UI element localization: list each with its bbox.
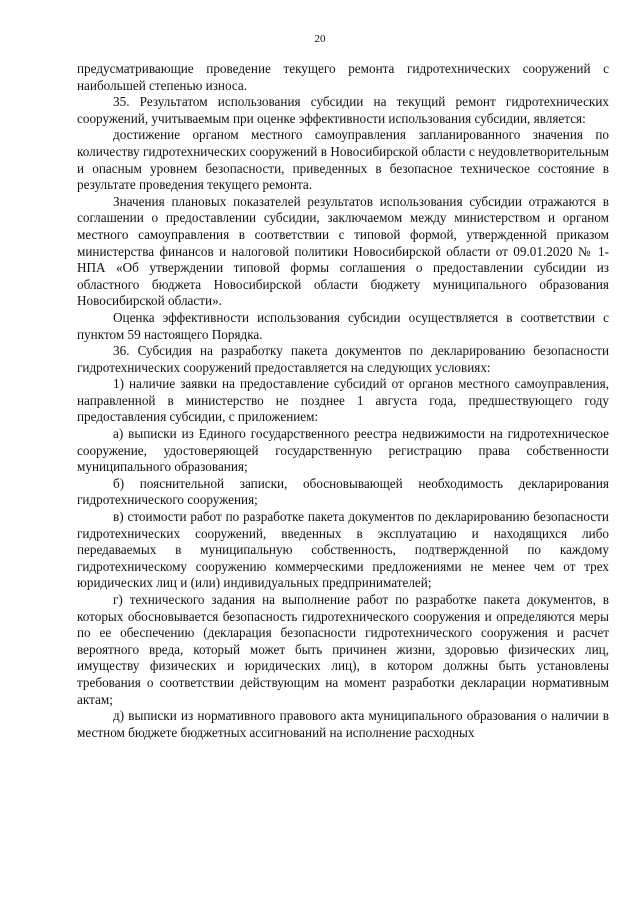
paragraph-subitem-d: д) выписки из нормативного правового акта муниципального образования о наличии в местном бюджете бюджетных ассигнований на исполнение расходных <box>77 708 609 740</box>
paragraph-subitem-g: г) технического задания на выполнение работ по разработке пакета документов, в которых обосновывается безопасность гидротехнического сооружения и определяются меры по ее обеспечению (декларация безопасности гидротехнического сооружения и расчет вероятного вреда, который может быть причинен жизни, здоровью физических лиц, имуществу физических и юридических лиц), в котором должны быть установлены требования о соответствии действующим на момент разработки декларации нормативным актам; <box>77 592 609 707</box>
paragraph-subitem-a: а) выписки из Единого государственного реестра недвижимости на гидротехническое сооружение, удостоверяющей государственную регистрацию права собственности муниципального образования; <box>77 426 609 475</box>
paragraph-subitem-b: б) пояснительной записки, обосновывающей необходимость декларирования гидротехнического сооружения; <box>77 475 609 508</box>
document-body <box>77 61 609 741</box>
paragraph-condition-1: 1) наличие заявки на предоставление субсидий от органов местного самоуправления, направленной в министерство не позднее 1 августа года, предшествующего году предоставления субсидии, с приложением: <box>77 376 609 425</box>
paragraph-efficiency-assessment: Оценка эффективности использования субсидии осуществляется в соответствии с пунктом 59 настоящего Порядка. <box>77 309 609 342</box>
paragraph-plan-values: Значения плановых показателей результатов использования субсидии отражаются в соглашении о предоставлении субсидии, заключаемом между министерством и органом местного самоуправления в соответствии с типовой формой, утвержденной приказом министерства финансов и налоговой политики Новосибирской области от 09.01.2020 № 1-НПА «Об утверждении типовой формы соглашения о предоставлении субсидии из областного бюджета Новосибирской области бюджету муниципального образования Новосибирской области». <box>77 193 609 309</box>
paragraph-result-achievement: достижение органом местного самоуправления запланированного значения по количеству гидротехнических сооружений в Новосибирской области с неудовлетворительным и опасным уровнем безопасности, приведенных в безопасное техническое состояние в результате проведения текущего ремонта. <box>77 127 609 193</box>
paragraph-item-35: 35. Результатом использования субсидии на текущий ремонт гидротехнических сооружений, учитываемым при оценке эффективности использования субсидии, является: <box>77 94 609 126</box>
paragraph-item-36: 36. Субсидия на разработку пакета документов по декларированию безопасности гидротехнических сооружений предоставляется на следующих условиях: <box>77 343 609 375</box>
page-number: 20 <box>314 33 326 45</box>
paragraph-subitem-v: в) стоимости работ по разработке пакета документов по декларированию безопасности гидротехнических сооружений, введенных в эксплуатацию и находящихся либо передаваемых в муниципальную собственность, подтвержденной по каждому гидротехническому сооружению коммерческими предложениями не менее чем от трех юридических лиц и (или) индивидуальных предпринимателей; <box>77 509 609 591</box>
paragraph-continuation: предусматривающие проведение текущего ремонта гидротехнических сооружений с наибольшей степенью износа. <box>77 61 609 93</box>
